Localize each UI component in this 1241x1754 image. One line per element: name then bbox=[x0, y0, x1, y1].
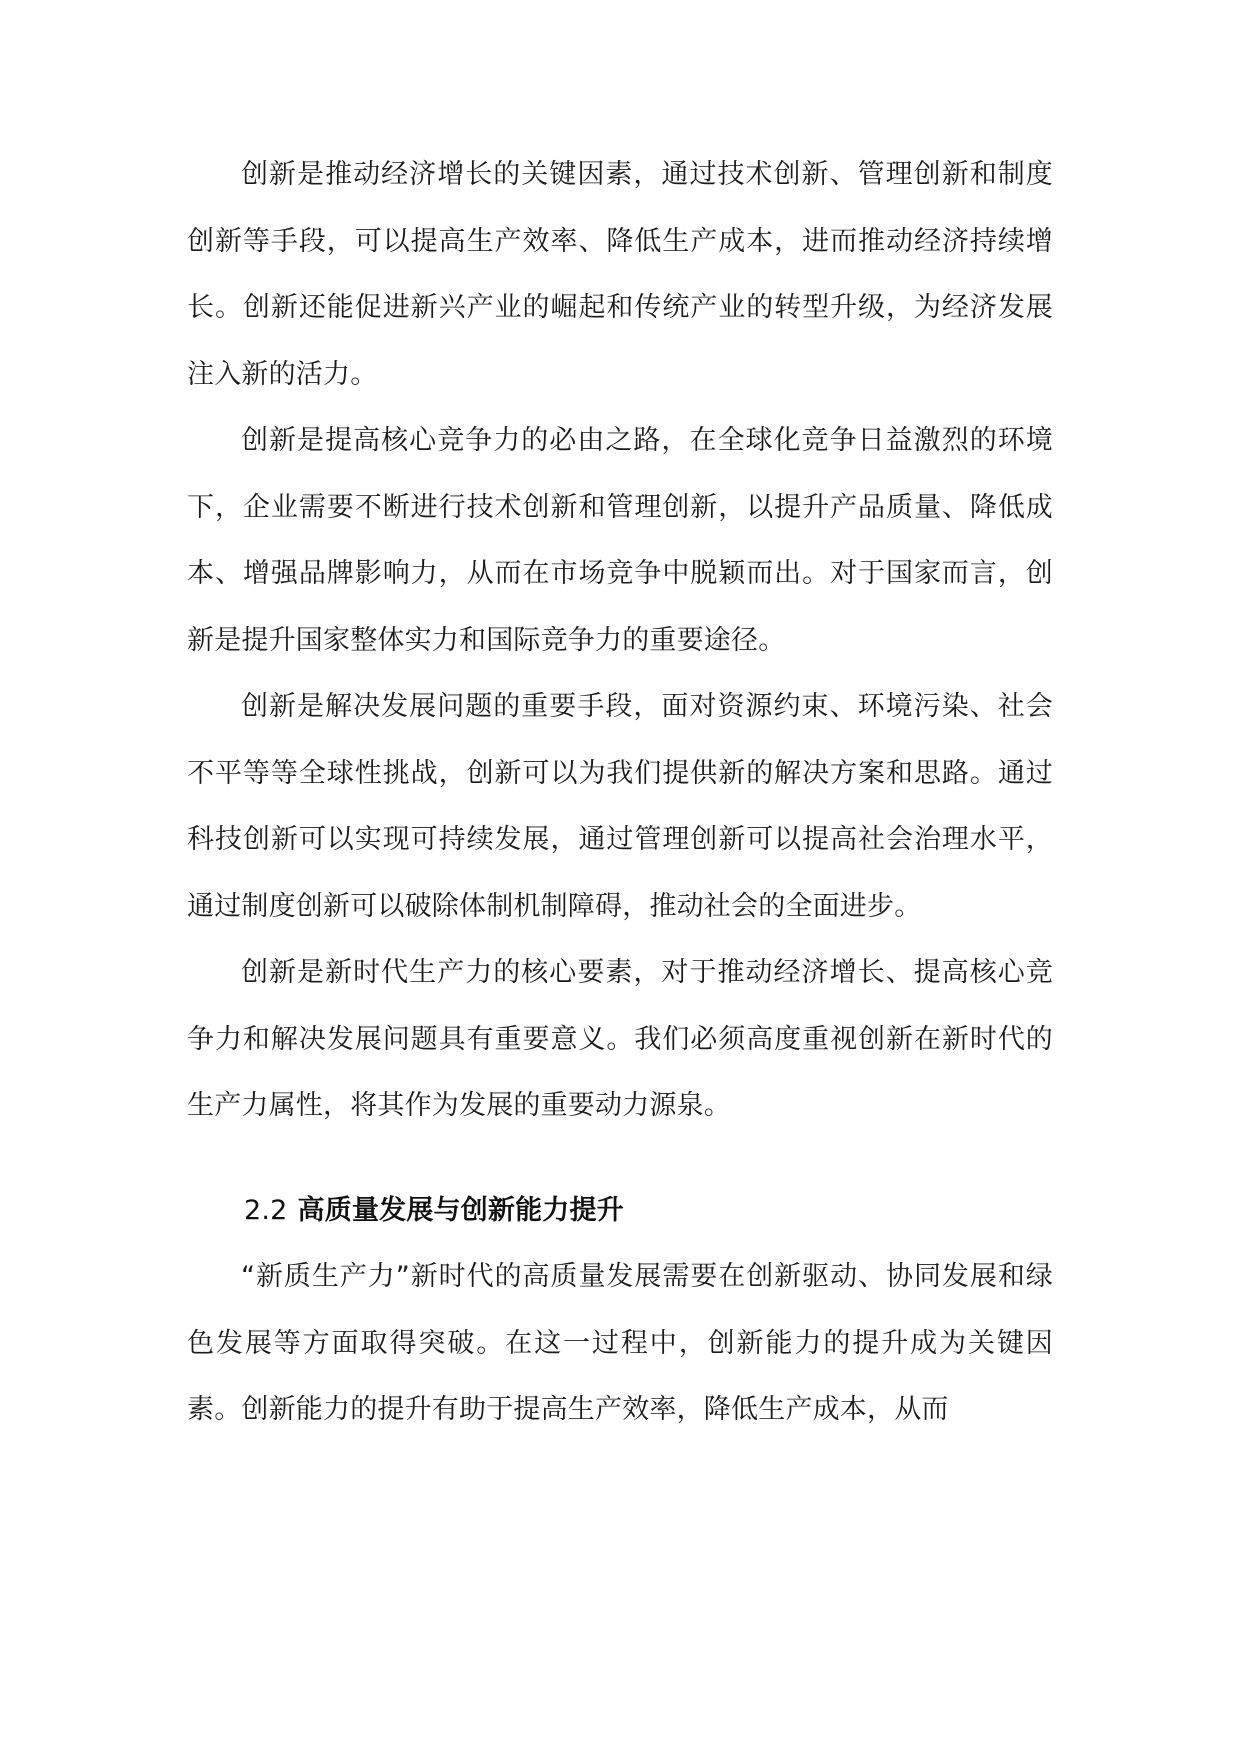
paragraph-core-competitiveness: 创新是提高核心竞争力的必由之路，在全球化竞争日益激烈的环境下，企业需要不断进行技术创新和管理创新，以提升产品质量、降低成本、增强品牌影响力，从而在市场竞争中脱颖而出。对于国家而言，创新是提升国家整体实力和国际竞争力的重要途径。 bbox=[187, 425, 1053, 656]
document-body bbox=[187, 142, 1053, 1444]
section-number: 2.2 bbox=[244, 1194, 288, 1226]
section-title: 高质量发展与创新能力提升 bbox=[297, 1194, 624, 1226]
paragraph-high-quality-development: “新质生产力”新时代的高质量发展需要在创新驱动、协同发展和绿色发展等方面取得突破。在这一过程中，创新能力的提升成为关键因素。创新能力的提升有助于提高生产效率，降低生产成本，从而 bbox=[187, 1261, 1053, 1425]
paragraph-productivity-summary: 创新是新时代生产力的核心要素，对于推动经济增长、提高核心竞争力和解决发展问题具有重要意义。我们必须高度重视创新在新时代的生产力属性，将其作为发展的重要动力源泉。 bbox=[187, 957, 1053, 1121]
section-heading bbox=[187, 1178, 1053, 1245]
paragraph-development-problems: 创新是解决发展问题的重要手段，面对资源约束、环境污染、社会不平等等全球性挑战，创新可以为我们提供新的解决方案和思路。通过科技创新可以实现可持续发展，通过管理创新可以提高社会治理水平，通过制度创新可以破除体制机制障碍，推动社会的全面进步。 bbox=[187, 691, 1053, 922]
paragraph-economic-growth: 创新是推动经济增长的关键因素，通过技术创新、管理创新和制度创新等手段，可以提高生产效率、降低生产成本，进而推动经济持续增长。创新还能促进新兴产业的崛起和传统产业的转型升级，为经济发展注入新的活力。 bbox=[187, 159, 1053, 390]
